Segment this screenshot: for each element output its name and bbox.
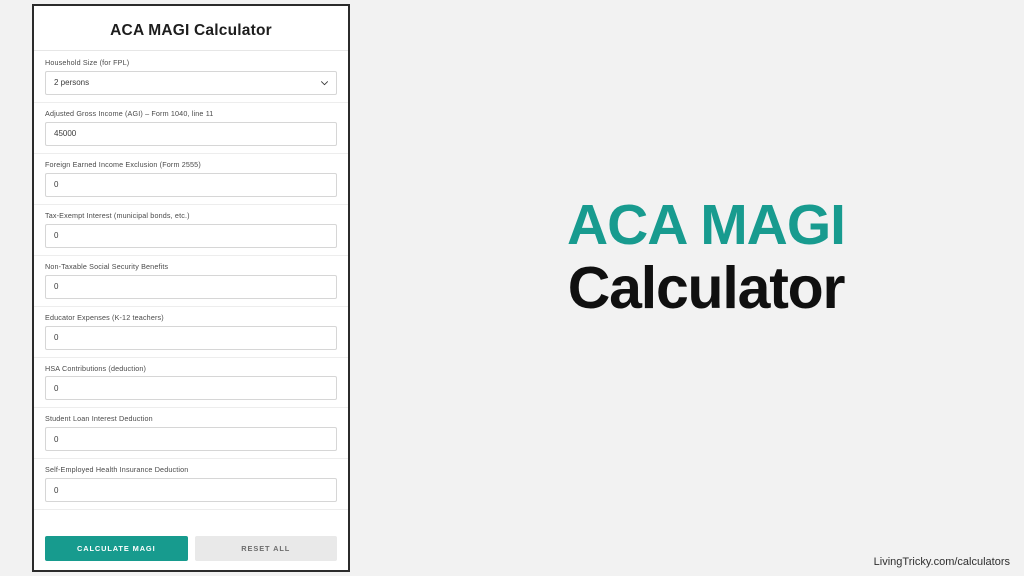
field-label-self-employed-health-insurance-deduction: Self-Employed Health Insurance Deduction [45, 465, 189, 475]
field-label-agi: Adjusted Gross Income (AGI) – Form 1040, line 11 [45, 108, 214, 118]
field-separator [34, 509, 348, 510]
field-label-household-size: Household Size (for FPL) [45, 58, 130, 67]
non-taxable-social-security-benefits-input[interactable]: 0 [45, 275, 337, 299]
educator-expenses-input[interactable]: 0 [45, 326, 337, 350]
field-separator [34, 306, 348, 307]
field-label-foreign-earned-income-exclusion: Foreign Earned Income Exclusion (Form 2555) [45, 159, 201, 169]
agi-input[interactable]: 45000 [45, 122, 337, 146]
hero-title-line-2: Calculator [567, 255, 845, 322]
calculate-magi-button[interactable]: CALCULATE MAGI [45, 536, 188, 561]
self-employed-health-insurance-deduction-input[interactable]: 0 [45, 478, 337, 502]
footer-site-url: LivingTricky.com/calculators [873, 556, 1010, 568]
foreign-earned-income-exclusion-input[interactable]: 0 [45, 173, 337, 197]
field-label-educator-expenses: Educator Expenses (K-12 teachers) [45, 312, 164, 322]
hero-heading [400, 193, 1012, 322]
hero-title-line-1: ACA MAGI [566, 193, 846, 257]
aca-magi-calculator-card [32, 4, 350, 572]
hsa-contributions-input[interactable]: 0 [45, 376, 337, 400]
title-divider [34, 50, 348, 51]
field-label-hsa-contributions: HSA Contributions (deduction) [45, 363, 147, 373]
field-agi [45, 110, 337, 146]
calculator-form [34, 6, 348, 570]
field-separator [34, 458, 348, 459]
field-self-employed-health-insurance-deduction [45, 466, 337, 502]
field-household-size [45, 59, 337, 95]
field-label-tax-exempt-interest: Tax-Exempt Interest (municipal bonds, etc.) [45, 210, 190, 220]
form-actions [45, 536, 337, 561]
field-student-loan-interest-deduction [45, 415, 337, 451]
field-tax-exempt-interest [45, 212, 337, 248]
student-loan-interest-deduction-input[interactable]: 0 [45, 427, 337, 451]
field-educator-expenses [45, 314, 337, 350]
field-separator [34, 153, 348, 154]
reset-all-button[interactable]: RESET ALL [195, 536, 338, 561]
field-label-student-loan-interest-deduction: Student Loan Interest Deduction [45, 414, 153, 424]
field-hsa-contributions [45, 365, 337, 401]
tax-exempt-interest-input[interactable]: 0 [45, 224, 337, 248]
page-title: ACA MAGI Calculator [110, 22, 272, 39]
household-size-select-wrap[interactable] [45, 71, 337, 95]
field-non-taxable-social-security-benefits [45, 263, 337, 299]
field-separator [34, 255, 348, 256]
field-separator [34, 407, 348, 408]
field-separator [34, 102, 348, 103]
field-foreign-earned-income-exclusion [45, 161, 337, 197]
field-separator [34, 357, 348, 358]
field-label-non-taxable-social-security-benefits: Non-Taxable Social Security Benefits [45, 261, 169, 271]
field-separator [34, 204, 348, 205]
household-size-select[interactable]: 2 persons [45, 71, 337, 95]
